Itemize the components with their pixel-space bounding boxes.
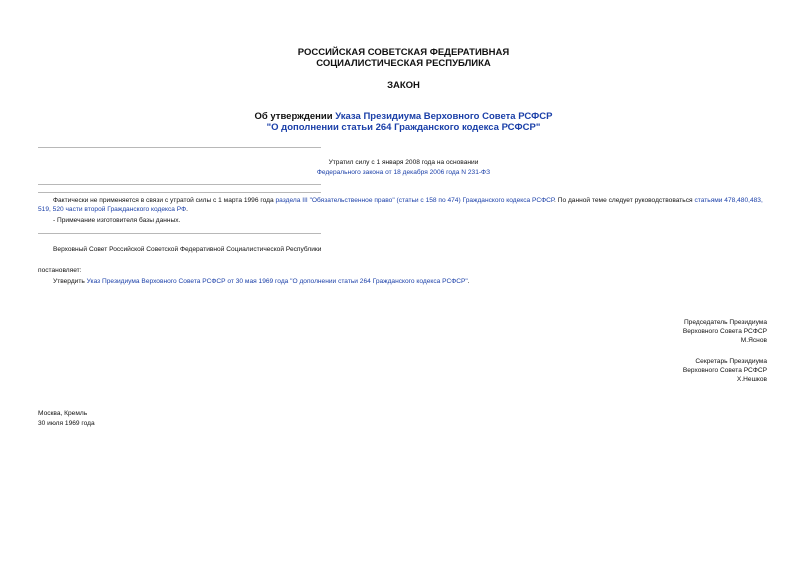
signature-title: Верховного Совета РСФСР [682,367,767,374]
title-link-decree[interactable]: Указа Президиума Верховного Совета РСФСР [335,111,553,122]
note-link-section[interactable]: раздела III "Обязательственное право" (статьи с 158 по 474) Гражданского кодекса РСФСР [275,197,555,204]
status-link[interactable]: Федерального закона от 18 декабря 2006 года N 231-ФЗ [316,169,491,176]
signature-block-chairman [683,318,767,345]
document-title [0,111,807,122]
approve-suffix: . [467,278,470,285]
header-line-1: РОССИЙСКАЯ СОВЕТСКАЯ ФЕДЕРАТИВНАЯ [297,47,510,58]
note-text-2: . По данной теме следует руководствоваться [554,197,693,204]
approve-clause [53,277,470,286]
approve-link[interactable]: Указ Президиума Верховного Совета РСФСР от 30 мая 1969 года "О дополнении статьи 264 Гражданского кодекса РСФСР" [86,278,468,285]
issuer-text: Верховный Совет Российской Советской Федеративной Социалистической Республики [53,246,322,253]
note-text-1: Фактически не применяется в связи с утратой силы с 1 марта 1996 года [53,197,276,204]
title-prefix: Об утверждении [254,111,336,122]
status-link-line [0,168,807,177]
divider [38,233,321,234]
divider [38,147,321,148]
signature-name: Х.Нешков [736,376,767,383]
note-text-3: . [186,206,188,213]
footer-place: Москва, Кремль [38,410,88,417]
signature-title: Председатель Президиума [683,319,767,326]
footer-date: 30 июля 1969 года [38,420,95,427]
status-text: Утратил силу с 1 января 2008 года на основании [328,159,479,166]
header-line-2: СОЦИАЛИСТИЧЕСКАЯ РЕСПУБЛИКА [316,58,491,69]
title-link-article[interactable]: "О дополнении статьи 264 Гражданского кодекса РСФСР" [266,122,541,133]
signature-name: М.Яснов [740,337,767,344]
signature-title: Секретарь Президиума [695,358,767,365]
divider [38,184,321,185]
signature-title: Верховного Совета РСФСР [682,328,767,335]
editorial-note [38,196,768,214]
signature-block-secretary [683,357,767,384]
note-link-articles[interactable]: статьями 478,480,483, 519, 520 части второй Гражданского кодекса РФ [38,197,763,213]
decrees-text: постановляет: [38,267,82,274]
divider [38,192,321,193]
approve-prefix: Утвердить [53,278,87,285]
note-footnote: - Примечание изготовителя базы данных. [53,217,181,224]
document-title-line-2 [0,122,807,133]
document-type: ЗАКОН [387,80,420,91]
